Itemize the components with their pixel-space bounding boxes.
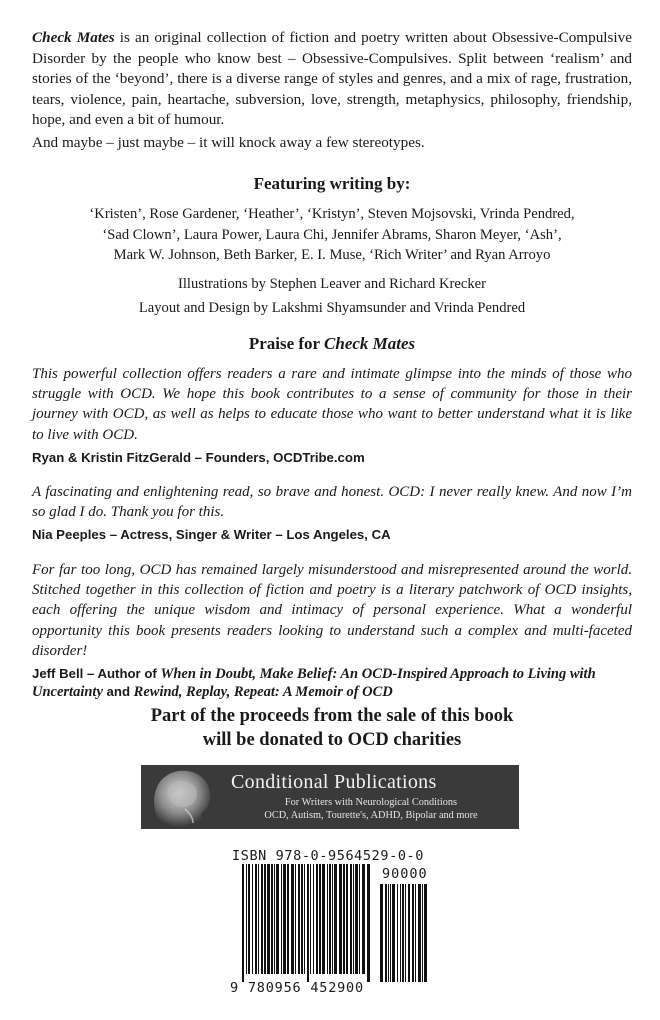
proceeds-line: Part of the proceeds from the sale of this book xyxy=(150,706,514,726)
barcode-bar xyxy=(327,864,328,974)
barcode-bar xyxy=(274,864,275,974)
barcode-addon-bar xyxy=(400,884,401,982)
barcode-bar xyxy=(267,864,270,974)
barcode-bar xyxy=(329,864,331,974)
praise-entry xyxy=(32,364,632,466)
proceeds-notice xyxy=(32,704,632,752)
isbn-text: ISBN 978-0-9564529-0-0 xyxy=(232,848,425,864)
barcode-addon-bar xyxy=(392,884,395,982)
barcode-bar xyxy=(307,864,309,982)
barcode-addon-bar xyxy=(405,884,406,982)
attribution-prefix: Jeff Bell – Author of xyxy=(32,666,161,682)
book-title-2: Rewind, Replay, Repeat: A Memoir of OCD xyxy=(133,684,393,701)
barcode-bar xyxy=(261,864,263,974)
featuring-line: ‘Sad Clown’, Laura Power, Laura Chi, Jennifer Abrams, Sharon Meyer, ‘Ash’, xyxy=(102,226,562,243)
barcode-bar xyxy=(242,864,244,982)
illustrations-credit: Illustrations by Stephen Leaver and Richard Krecker xyxy=(178,276,486,292)
barcode-addon-bar xyxy=(415,884,416,982)
barcode-bar xyxy=(332,864,333,974)
publisher-tagline: For Writers with Neurological Conditions xyxy=(284,797,458,808)
barcode-addon-bar xyxy=(422,884,423,982)
barcode-addon-bar xyxy=(385,884,387,982)
praise-entry xyxy=(32,482,632,543)
barcode-bar xyxy=(334,864,337,974)
barcode-addon-bar xyxy=(388,884,389,982)
barcode-bar xyxy=(353,864,354,974)
featuring-line: ‘Kristen’, Rose Gardener, ‘Heather’, ‘Kristyn’, Steven Mojsovski, Vrinda Pendred, xyxy=(89,206,575,222)
barcode-bar xyxy=(322,864,325,974)
barcode-bar xyxy=(298,864,300,974)
intro-text: is an original collection of fiction and poetry written about Obsessive-Compulsive Disorder by the people who know best – Obsessive-Compulsives. Split between ‘realism’ and stories of the ‘beyond’, there is a diverse range of styles and genres, and a mix of rage, frustration, tears, violence, pain, heartache, subversion, love, strength, metaphysics, philosophy, friendship, hope, and even a bit of humour. xyxy=(32,29,632,128)
intro-paragraph xyxy=(32,28,632,153)
barcode-addon-bar xyxy=(402,884,404,982)
barcode-bar xyxy=(355,864,358,974)
publisher-name: Conditional Publications xyxy=(231,771,437,793)
barcode-addon-number: 90000 xyxy=(382,866,428,882)
barcode-ean-number: 9 780956 452900 xyxy=(230,980,364,996)
praise-attribution: Ryan & Kristin FitzGerald – Founders, OCDTribe.com xyxy=(32,449,365,465)
barcode-bar xyxy=(271,864,273,974)
barcode-bar xyxy=(287,864,289,974)
praise-heading-title: Check Mates xyxy=(324,334,416,353)
book-title-1: When in Doubt, Make Belief: An OCD-Inspired Approach to Living with Uncertainty xyxy=(32,666,596,701)
barcode-addon-bar xyxy=(380,884,383,982)
praise-attribution xyxy=(32,665,632,701)
layout-credit: Layout and Design by Lakshmi Shyamsunder and Vrinda Pendred xyxy=(138,300,526,316)
barcode-bar xyxy=(283,864,286,974)
barcode-bar xyxy=(359,864,360,974)
barcode-bar xyxy=(281,864,282,974)
book-title: Check Mates xyxy=(32,29,115,46)
credits xyxy=(32,274,632,318)
barcode-bar xyxy=(301,864,303,974)
barcode-addon-bar xyxy=(418,884,421,982)
barcode-bar xyxy=(310,864,311,974)
barcode-bar xyxy=(276,864,279,974)
praise-quote: A fascinating and enlightening read, so brave and honest. OCD: I never really knew. And now I’m so glad I do. Thank you for this. xyxy=(32,484,632,521)
intro-closing-line: And maybe – just maybe – it will knock away a few stereotypes. xyxy=(32,133,425,151)
publisher-logo xyxy=(141,765,519,829)
barcode-image xyxy=(240,864,430,984)
barcode-bar xyxy=(362,864,365,974)
barcode-bar xyxy=(264,864,266,974)
barcode-bar xyxy=(291,864,294,974)
barcode-bar xyxy=(339,864,342,974)
barcode-addon-bar xyxy=(408,884,410,982)
barcode-bar xyxy=(252,864,253,974)
barcode-bar xyxy=(248,864,250,974)
barcode-bar xyxy=(367,864,370,982)
praise-entry xyxy=(32,560,632,701)
praise-attribution: Nia Peeples – Actress, Singer & Writer – Los Angeles, CA xyxy=(32,527,391,543)
barcode-bar xyxy=(295,864,296,974)
barcode-bar xyxy=(343,864,345,974)
praise-quote: For far too long, OCD has remained largely misunderstood and misrepresented around the world. Stitched together in this collection of fiction and poetry is a literary patchwork of OCD insights, each offering the unique wisdom and intimacy of personal experience. What a wonderful opportunity this book presents readers looking to understand such a complex and multi-faceted disorder! xyxy=(32,562,632,659)
publisher-conditions: OCD, Autism, Tourette's, ADHD, Bipolar and more xyxy=(264,810,478,821)
praise-heading-prefix: Praise for xyxy=(248,334,325,353)
barcode-bar xyxy=(255,864,257,974)
xray-head-icon xyxy=(141,765,223,829)
proceeds-line: will be donated to OCD charities xyxy=(202,730,462,750)
barcode-addon-bar xyxy=(412,884,414,982)
praise-heading xyxy=(32,334,632,354)
barcode-addon-bar xyxy=(424,884,427,982)
praise-quote: This powerful collection offers readers a rare and intimate glimpse into the minds of those who struggle with OCD. We hope this book contributes to a sense of community for those in their journey with OCD, as well as helps to educate those who want to better understand what it is like to live with OCD. xyxy=(32,366,632,443)
barcode-addon-bar xyxy=(390,884,391,982)
barcode-bar xyxy=(346,864,348,974)
barcode-bar xyxy=(313,864,314,974)
barcode-bar xyxy=(350,864,352,974)
featuring-heading: Featuring writing by: xyxy=(253,174,411,193)
barcode-bar xyxy=(246,864,247,974)
barcode-bar xyxy=(304,864,305,974)
barcode-addon-bar xyxy=(397,884,398,982)
featuring-list xyxy=(32,204,632,266)
barcode-bar xyxy=(316,864,318,974)
barcode-bar xyxy=(319,864,321,974)
barcode-bar xyxy=(258,864,259,974)
attribution-and: and xyxy=(102,684,134,700)
featuring-line: Mark W. Johnson, Beth Barker, E. I. Muse, ‘Rich Writer’ and Ryan Arroyo xyxy=(113,247,551,263)
